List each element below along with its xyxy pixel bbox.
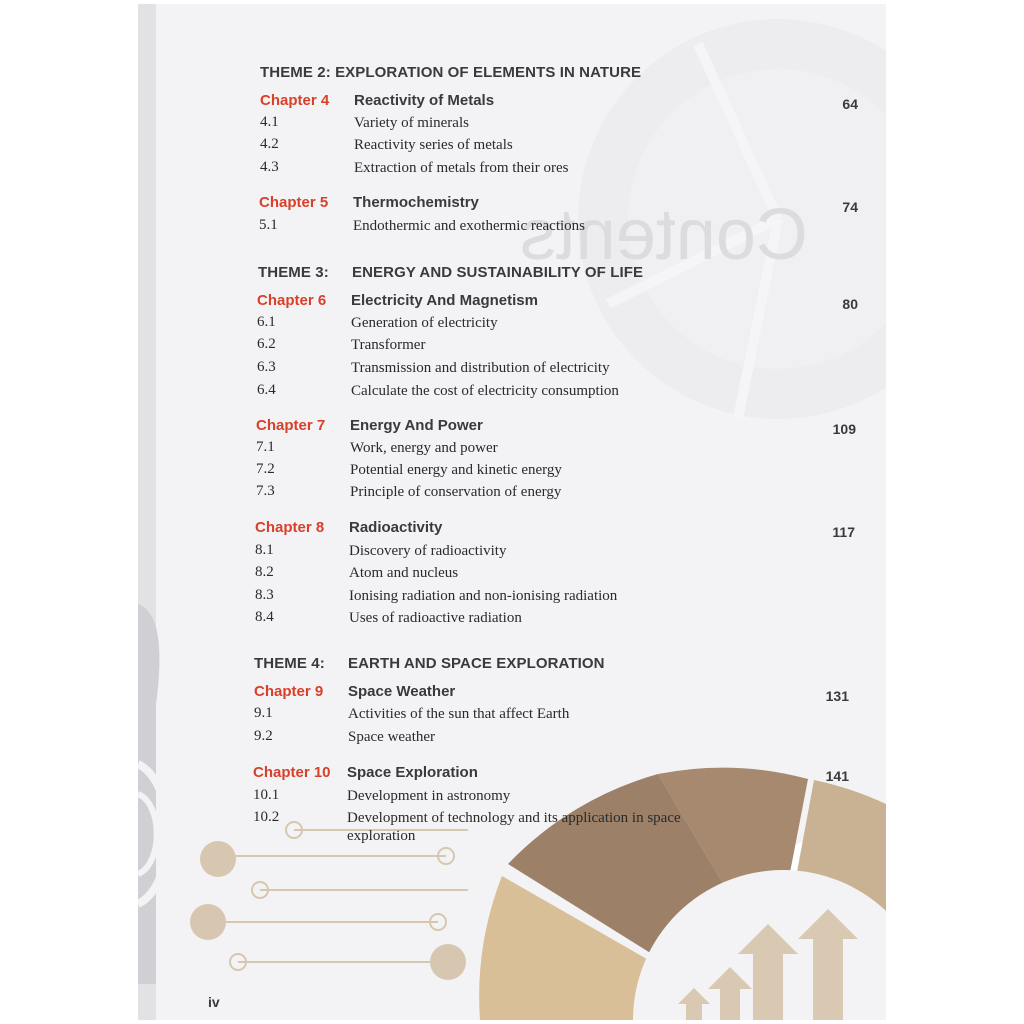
theme-4-number: THEME 4: <box>254 655 325 672</box>
theme-4-title: EARTH AND SPACE EXPLORATION <box>348 655 605 672</box>
chapter-5-label: Chapter 5 <box>259 194 329 211</box>
contents-page: Contents THEME 2: EXPLORATION OF ELEMENTS IN NATURE Chapter 4 Reactivity of Metals 64 4.1 Variety of minerals 4.2 Reactivity series of metals 4.3 Extraction of metals from their ores Chapter 5 Thermochemistry 74 5.1 Endothermic and exothermic reactions THEME 3: ENERGY AND SUSTAINABILITY OF LIFE Chapter 6 Electricity And Magnetism 80 6.1 Generation of electricity 6.2 Transformer 6.3 Transmission and distribution of electricity 6.4 Calculate the cost of electricity consumption Chapter 7 Energy And Power 109 7.1 Work, energy and power 7.2 Potential energy and kinetic energy 7.3 Principle of conservation of energy Chapter 8 Radioactivity 117 8.1 Discovery of radioactivity 8.2 Atom and nucleus 8.3 Ionising radiation and non-ionising radiation 8.4 Uses of radioactive radiation THEME 4: EARTH AND SPACE EXPLORATION Chapter 9 Space Weather 131 9.1 Activities of the sun that affect Earth 9.2 Space weather Chapter 10 Space Exploration 141 10.1 Development in astronomy 10.2 Development of technology and its application in space exploration iv <box>138 4 886 1020</box>
chapter-8-title: Radioactivity <box>349 519 443 536</box>
chapter-9-title: Space Weather <box>348 683 456 700</box>
watermark-title: Contents <box>519 195 808 275</box>
chapter-8-label: Chapter 8 <box>255 519 325 536</box>
page-decoration <box>138 4 886 1020</box>
pie-wheel-decoration <box>479 768 886 1020</box>
theme-2-label: THEME 2: EXPLORATION OF ELEMENTS IN NATURE <box>260 64 642 81</box>
chapter-6-label: Chapter 6 <box>257 292 327 309</box>
theme-3-number: THEME 3: <box>258 264 329 281</box>
chapter-6-page: 80 <box>842 296 858 312</box>
chapter-9-label: Chapter 9 <box>254 683 324 700</box>
theme-2-heading <box>260 64 641 81</box>
chapter-4-label: Chapter 4 <box>260 92 330 109</box>
chapter-7-page: 109 <box>832 421 856 437</box>
chapter-6-title: Electricity And Magnetism <box>351 292 538 309</box>
chapter-8-page: 117 <box>832 524 855 540</box>
chapter-4-page: 64 <box>842 96 858 112</box>
chapter-4-title: Reactivity of Metals <box>354 92 495 109</box>
page-folio: iv <box>208 994 220 1010</box>
chapter-10-page: 141 <box>825 768 849 784</box>
chapter-5-page: 74 <box>842 199 858 215</box>
chapter-10-title: Space Exploration <box>347 764 478 781</box>
chapter-5-title: Thermochemistry <box>353 194 479 211</box>
chapter-9-page: 131 <box>825 688 849 704</box>
theme-3-title: ENERGY AND SUSTAINABILITY OF LIFE <box>352 264 644 281</box>
chapter-7-label: Chapter 7 <box>256 417 326 434</box>
theme-3-heading <box>258 264 643 281</box>
theme-4-heading <box>254 655 605 672</box>
chapter-7-title: Energy And Power <box>350 417 483 434</box>
left-edge-decoration <box>138 4 168 1020</box>
chapter-10-label: Chapter 10 <box>253 764 331 781</box>
